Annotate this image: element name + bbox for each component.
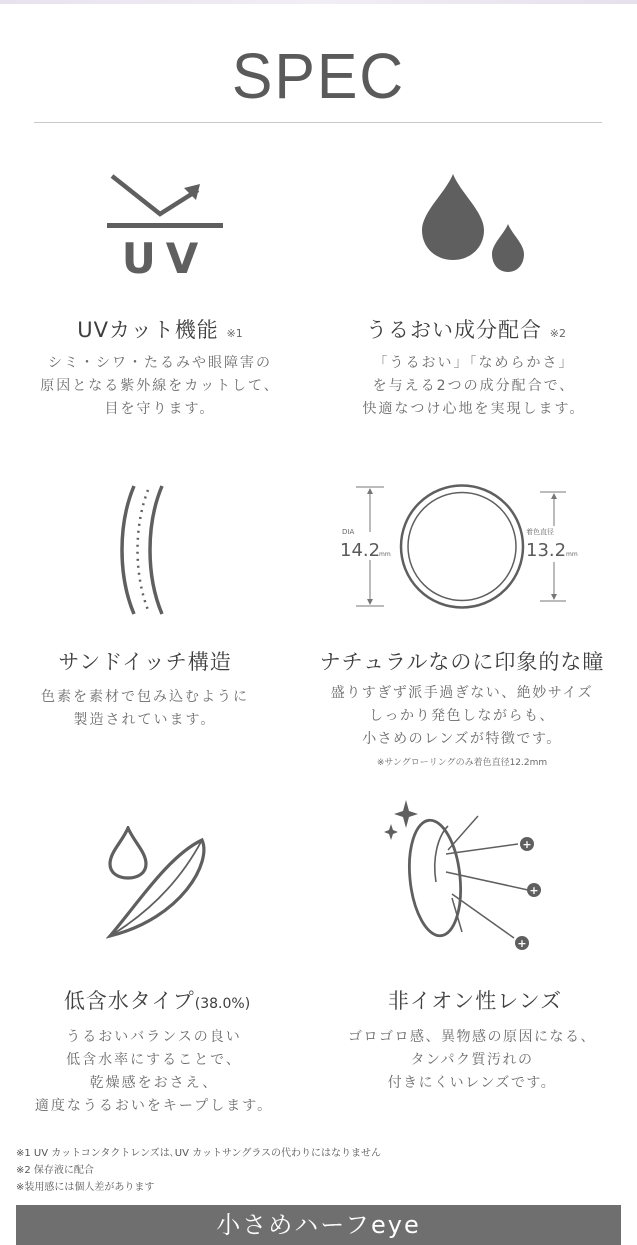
lens-cross-section-icon [120,484,170,616]
feature-title-moisture-text: うるおい成分配合 [366,318,543,342]
feature-desc-low-water: うるおいバランスの良い 低含水率にすることで、 乾燥感をおさえ、 適度なうるおいをキープします。 [34,1029,274,1114]
feature-desc-natural: 盛りすぎず派手過ぎない、絶妙サイズ しっかり発色しながらも、 小さめのレンズが特徴です。 [330,685,594,747]
color-dia-unit: mm [566,551,578,558]
feature-title-uv [0,314,320,344]
footnote-mark-1: ※1 [226,327,243,340]
footnote-3: ※装用感には個人差があります [16,1182,155,1193]
dia-label: DIA [342,528,355,536]
feature-desc-sandwich: 色素を素材で包み込むように 製造されています。 [41,689,249,728]
feature-title-sandwich: サンドイッチ構造 [58,650,232,674]
footnote-1: ※1 UV カットコンタクトレンズは､UV カットサングラスの代わりにはなりません [16,1148,382,1159]
feature-desc-non-ionic: ゴロゴロ感、異物感の原因になる、 タンパク質汚れの 付きにくいレンズです。 [348,1029,596,1091]
dia-unit: mm [379,551,391,558]
title-divider [34,122,602,123]
feature-title-low-water [0,985,317,1015]
svg-text:+: + [529,884,539,897]
svg-text:+: + [517,937,527,950]
lens-diameter-icon [340,484,588,610]
page-title: SPEC [231,40,406,112]
feature-title-low-water-sub: (38.0%) [194,996,251,1012]
lens-sparkle-icon [382,798,542,954]
uv-icon-text: UV [121,234,209,280]
feature-desc-moisture: 「うるおい」「なめらかさ」 を与える2つの成分配合で、 快適なつけ心地を実現します。 [362,355,586,417]
feature-desc-uv: シミ・シワ・たるみや眼障害の 原因となる紫外線をカットして、 目を守ります。 [40,355,280,417]
feature-title-uv-text: UVカット機能 [77,318,219,342]
footnotes [16,1145,381,1196]
feature-title-low-water-text: 低含水タイプ [63,989,195,1013]
drop-lens-icon [106,826,210,940]
svg-text:+: + [522,838,532,851]
footnote-mark-2: ※2 [549,327,566,340]
color-dia-value: 13.2 [526,540,567,561]
footnote-2: ※2 保存液に配合 [16,1165,94,1176]
uv-cut-icon [104,170,226,280]
color-dia-label: 着色直径 [526,528,554,536]
feature-title-moisture [306,314,626,344]
product-name-bar: 小さめハーフeye [16,1205,621,1245]
dia-value: 14.2 [340,540,381,561]
water-drops-icon [420,172,530,276]
top-accent-bar [0,0,637,4]
feature-note-natural: ※サングローリングのみ着色直径12.2mm [376,758,548,768]
feature-title-non-ionic: 非イオン性レンズ [387,989,563,1013]
feature-title-natural: ナチュラルなのに印象的な瞳 [319,650,605,674]
